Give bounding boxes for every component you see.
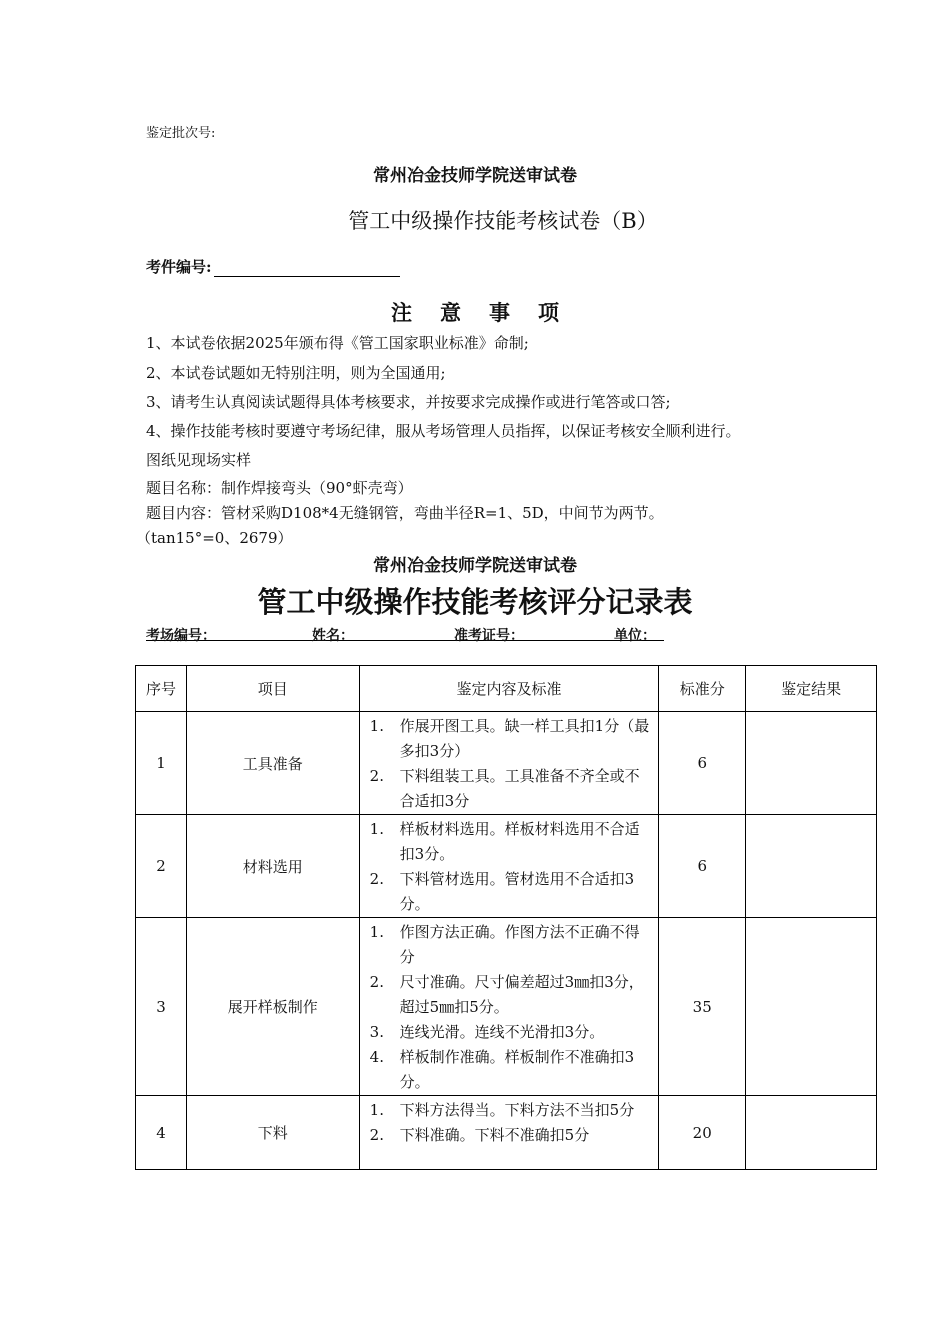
criteria-text: 下料管材选用。管材选用不合适扣3分。 [399, 870, 635, 913]
criteria-text: 作展开图工具。缺一样工具扣1分（最多扣3分） [399, 717, 650, 760]
row-item: 工具准备 [186, 712, 359, 815]
row-item: 下料 [186, 1096, 359, 1170]
school-title-2: 常州冶金技师学院送审试卷 [373, 556, 577, 576]
ticket-label: 准考证号： [454, 628, 524, 644]
table-row [136, 712, 877, 815]
criteria-text: 样板材料选用。样板材料选用不合适扣3分。 [399, 820, 640, 863]
task-content: 题目内容：管材采购D108*4无缝钢管，弯曲半径R=1、5D，中间节为两节。 [146, 504, 664, 522]
school-title: 常州冶金技师学院送审试卷 [373, 166, 577, 186]
criteria-num: 1. [369, 820, 384, 838]
row-score: 35 [659, 918, 746, 1096]
note-2: 2、本试卷试题如无特别注明，则为全国通用; [146, 364, 446, 382]
name-label: 姓名： [312, 628, 354, 644]
row-no: 4 [136, 1096, 187, 1170]
row-score: 6 [659, 712, 746, 815]
criteria-num: 1. [369, 923, 384, 941]
piece-number-label: 考件编号: [146, 258, 212, 276]
header-score: 标准分 [659, 666, 746, 712]
criteria-text: 下料方法得当。下料方法不当扣5分 [399, 1101, 635, 1119]
record-title: 管工中级操作技能考核评分记录表 [257, 585, 693, 619]
criteria-num: 2. [369, 767, 384, 785]
row-no: 3 [136, 918, 187, 1096]
score-table [135, 665, 877, 1170]
row-item: 材料选用 [186, 815, 359, 918]
criteria-num: 2. [369, 870, 384, 888]
criteria-text: 样板制作准确。样板制作不准确扣3分。 [399, 1048, 635, 1091]
exam-site-label: 考场编号： [146, 628, 216, 644]
header-item: 项目 [186, 666, 359, 712]
row-item: 展开样板制作 [186, 918, 359, 1096]
criteria-num: 2. [369, 973, 384, 991]
criteria-text: 下料准确。下料不准确扣5分 [399, 1126, 590, 1144]
table-row [136, 918, 877, 1096]
candidate-info-line [146, 625, 664, 644]
note-4: 4、操作技能考核时要遵守考场纪律，服从考场管理人员指挥，以保证考核安全顺利进行。 [146, 422, 741, 440]
criteria-text: 下料组装工具。工具准备不齐全或不合适扣3分 [399, 767, 640, 810]
criteria-num: 1. [369, 1101, 384, 1119]
header-criteria: 鉴定内容及标准 [359, 666, 659, 712]
row-criteria [359, 815, 659, 918]
piece-number-blank [214, 261, 400, 277]
criteria-num: 4. [369, 1048, 384, 1066]
table-row [136, 815, 877, 918]
exam-title: 管工中级操作技能考核试卷（B） [348, 209, 658, 233]
note-1: 1、本试卷依据2025年颁布得《管工国家职业标准》命制; [146, 334, 529, 352]
header-result: 鉴定结果 [746, 666, 877, 712]
piece-number-field [146, 256, 400, 277]
task-formula: （tan15°=0、2679） [136, 529, 293, 547]
criteria-num: 2. [369, 1126, 384, 1144]
notice-heading: 注意事项 [391, 300, 587, 325]
row-result [746, 1096, 877, 1170]
row-score: 20 [659, 1096, 746, 1170]
row-result [746, 712, 877, 815]
criteria-num: 1. [369, 717, 384, 735]
row-no: 2 [136, 815, 187, 918]
task-name: 题目名称：制作焊接弯头（90°虾壳弯） [146, 479, 413, 497]
row-result [746, 918, 877, 1096]
header-no: 序号 [136, 666, 187, 712]
row-criteria [359, 712, 659, 815]
criteria-text: 连线光滑。连线不光滑扣3分。 [399, 1023, 605, 1041]
criteria-text: 尺寸准确。尺寸偏差超过3㎜扣3分，超过5㎜扣5分。 [399, 973, 644, 1016]
row-no: 1 [136, 712, 187, 815]
criteria-num: 3. [369, 1023, 384, 1041]
unit-label: 单位： [614, 628, 656, 644]
drawing-note: 图纸见现场实样 [146, 451, 252, 469]
table-row [136, 1096, 877, 1170]
row-score: 6 [659, 815, 746, 918]
row-result [746, 815, 877, 918]
criteria-text: 作图方法正确。作图方法不正确不得分 [399, 923, 640, 966]
table-header-row [136, 666, 877, 712]
batch-number-label: 鉴定批次号: [146, 126, 216, 141]
row-criteria [359, 1096, 659, 1170]
note-3: 3、请考生认真阅读试题得具体考核要求，并按要求完成操作或进行笔答或口答; [146, 393, 671, 411]
row-criteria [359, 918, 659, 1096]
